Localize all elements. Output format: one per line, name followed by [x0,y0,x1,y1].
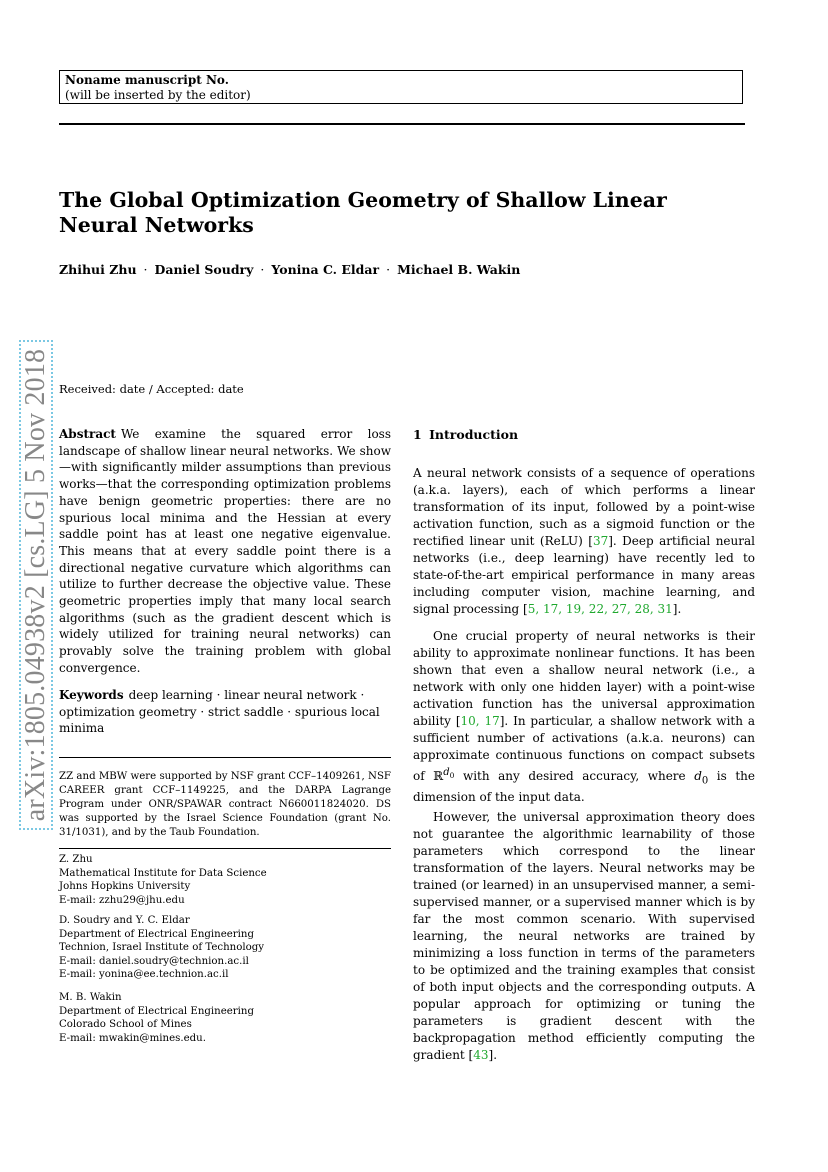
received-date: Received: date / Accepted: date [59,382,244,396]
funding-note: ZZ and MBW were supported by NSF grant CCF–1409261, NSF CAREER grant CCF–1149225, and the DARPA Lagrange Program under ONR/SPAWAR contract N660011824020. DS was supported by the Israel Science Foundation (grant No. 31/1031), and by the Taub Foundation. [59,771,391,838]
affiliation-rule [59,848,391,849]
affiliation-email: E-mail: yonina@ee.technion.ac.il [59,969,229,980]
paragraph-text: A neural network consists of a sequence of operations (a.k.a. layers), each of which performs a linear transformation of its input, followed by a point-wise activation function, such as a sigmoid function or the rectified linear unit (ReLU) [ [413,466,755,548]
citation-link[interactable]: 10, 17 [460,714,500,728]
affiliation-email: E-mail: daniel.soudry@technion.ac.il [59,955,249,967]
paragraph-text: with any desired accuracy, where [454,769,695,783]
affiliation-line: M. B. Wakin [59,992,122,1003]
affiliation-line: Z. Zhu [59,854,93,865]
paragraph-text: ]. [672,602,682,616]
arxiv-stamp: arXiv:1805.04938v2 [cs.LG] 5 Nov 2018 [20,348,51,822]
math-symbol: ℝ [433,769,444,783]
affiliation-line: Colorado School of Mines [59,1019,192,1030]
affiliation-email: E-mail: zzhu29@jhu.edu [59,894,185,906]
author-list [59,262,749,278]
author-separator: · [260,262,265,277]
intro-paragraph [413,465,755,618]
paragraph-text: One crucial property of neural networks is their ability to approximate nonlinear functions. It has been shown that even a shallow neural network (i.e., a network with only one hidden layer) with a point-wise activation function has the universal approximation ability [ [413,629,755,728]
keywords-label: Keywords [59,688,124,702]
affiliation-line: Technion, Israel Institute of Technology [59,942,264,953]
section-number: 1 [413,427,422,442]
paper-title: The Global Optimization Geometry of Shallow Linear Neural Networks [59,188,667,237]
keywords-text: deep learning · linear neural network · optimization geometry · strict saddle · spurious local minima [59,688,380,736]
paragraph-text: ]. In particular, a shallow network with a sufficient number of activations (a.k.a. neurons) can approximate continuous functions on compact subsets of [413,714,755,783]
affiliation-line: Johns Hopkins University [59,881,191,892]
affiliation-line: Department of Electrical Engineering [59,1005,255,1017]
author-separator: · [143,262,148,277]
author-separator: · [386,262,391,277]
author-name: Michael B. Wakin [397,262,521,277]
affiliation-block [59,914,391,982]
abstract-text: We examine the squared error loss landscape of shallow linear neural networks. We show—with significantly milder assumptions than previous works—that the corresponding optimization problems have benign geometric properties: there are no spurious local minima and the Hessian at every saddle point has at least one negative eigenvalue. This means that at every saddle point there is a directional negative curvature which algorithms can utilize to further decrease the objective value. These geometric properties imply that many local search algorithms (such as the gradient descent which is widely utilized for training neural networks) can provably solve the training problem with global convergence. [59,427,391,675]
paragraph-text: is the dimension of the input data. [413,769,755,805]
keywords [59,687,391,737]
affiliation-line: D. Soudry and Y. C. Eldar [59,915,190,926]
intro-paragraph [413,628,755,806]
affiliation-block [59,991,391,1045]
affiliation-line: Mathematical Institute for Data Science [59,867,267,879]
header-rule [59,123,745,125]
math-real-space [433,769,454,783]
affiliation-line: Department of Electrical Engineering [59,928,255,940]
math-symbol: 0 [701,775,709,787]
editor-note: (will be inserted by the editor) [65,88,251,102]
footnote-rule [59,757,391,758]
section-title: Introduction [429,427,519,442]
paragraph-text: However, the universal approximation theory does not guarantee the algorithmic learnability of those parameters which correspond to the linear transformation of the layers. Neural networks may be trained (or learned) in an unsupervised manner, a semi-supervised manner, or a supervised manner which is by far the most common scenario. With supervised learning, the neural networks are trained by minimizing a loss function in terms of the parameters to be optimized and the training examples that consist of both input objects and the corresponding outputs. A popular approach for optimizing or tuning the parameters is gradient descent with the backpropagation method efficiently computing the gradient [ [413,810,755,1062]
author-name: Zhihui Zhu [59,262,137,277]
intro-paragraph [413,809,755,1064]
math-symbol: d [694,769,702,783]
section-heading-introduction [413,427,518,442]
paragraph-text: ]. Deep artificial neural networks (i.e., deep learning) have recently led to state-of-the-art empirical performance in many areas including computer vision, machine learning, and signal processing [ [413,534,755,616]
affiliation-block [59,853,391,907]
math-symbol: d [443,767,450,778]
paragraph-text: ]. [488,1048,498,1062]
affiliation-email: E-mail: mwakin@mines.edu. [59,1032,206,1044]
abstract-label: Abstract [59,427,116,441]
citation-link[interactable]: 5, 17, 19, 22, 27, 28, 31 [527,602,673,616]
citation-link[interactable]: 43 [473,1048,489,1062]
author-name: Yonina C. Eldar [271,262,380,277]
abstract [59,426,391,677]
math-symbol: 0 [449,771,455,780]
author-name: Daniel Soudry [154,262,254,277]
manuscript-number-label: Noname manuscript No. [65,73,229,87]
citation-link[interactable]: 37 [592,534,609,548]
manuscript-number-box [59,70,743,104]
